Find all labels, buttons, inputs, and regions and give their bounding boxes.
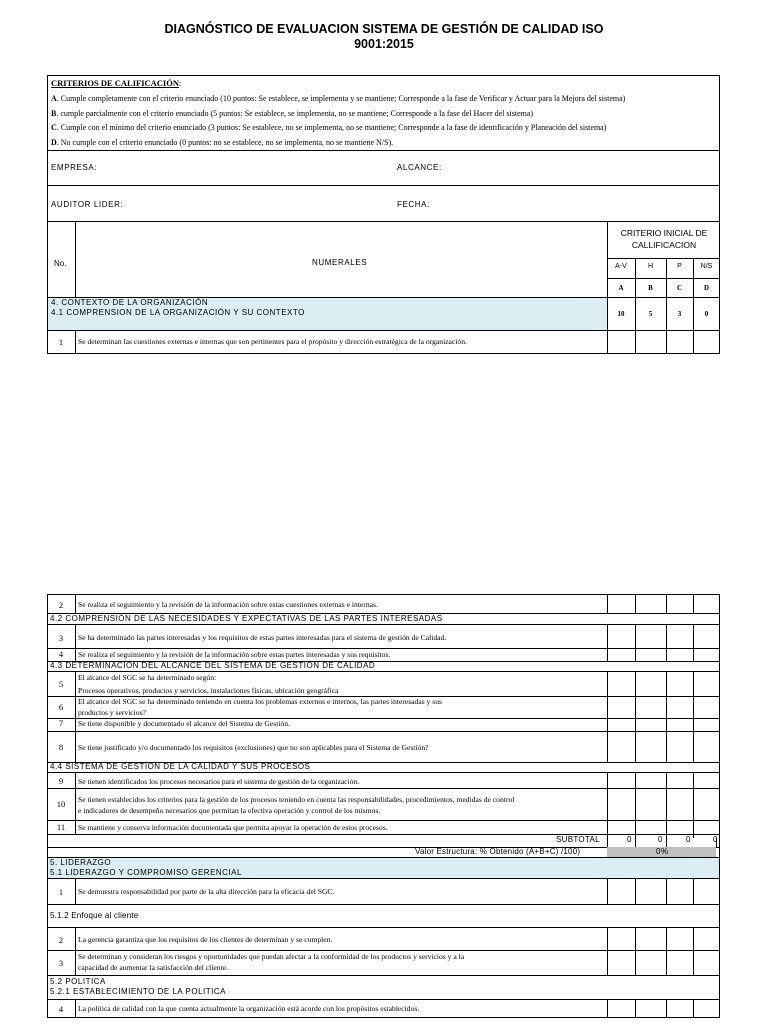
divider — [47, 731, 720, 732]
divider — [47, 927, 720, 928]
document-title — [0, 22, 768, 52]
title-line-2: 9001:2015 — [354, 37, 414, 51]
col-divider — [75, 594, 76, 613]
col-divider — [75, 772, 76, 834]
row-text: Se tiene justificado y/o documentado los requisitos (exclusiones) que no son aplicables para el Sistema de Gestión? — [78, 743, 429, 752]
row-text: Se demuestra responsabilidad por parte de la alta dirección para la eficacia del SGC. — [78, 887, 335, 896]
row-number: 4 — [58, 1004, 64, 1014]
col-divider — [607, 878, 608, 904]
row-text: Se determinan las cuestiones externas e internas que son pertinentes para el propósito y dirección estratégica de la organización. — [78, 337, 467, 346]
score-d: 0 — [704, 310, 709, 318]
divider — [47, 834, 720, 835]
divider — [47, 624, 720, 625]
divider — [47, 878, 720, 879]
col-letter-a: A — [618, 284, 624, 292]
row-text: e indicadores de desempeño necesarios que permitan la efectiva operación y control de los mismos. — [78, 806, 381, 815]
auditor-label: AUDITOR LIDER: — [51, 200, 124, 209]
col-divider — [666, 927, 667, 975]
col-no-header: No. — [54, 259, 67, 268]
col-divider — [666, 772, 667, 847]
col-numerales-header: NUMERALES — [312, 258, 368, 267]
col-criterio-header: CRITERIO INICIAL DE CALLIFICACION — [620, 228, 708, 250]
section-43-title: 4.3 DETERMINACIÓN DEL ALCANCE DEL SISTEMA DE GESTIÓN DE CALIDAD — [50, 661, 376, 670]
divider — [47, 221, 720, 222]
section-41-title: 4.1 COMPRENSION DE LA ORGANIZACIÓN Y SU CONTEXTO — [51, 308, 305, 317]
section-44-title: 4.4 SISTEMA DE GESTION DE LA CALIDAD Y SUS PROCESOS — [50, 762, 311, 771]
section-5-title: 5. LIDERAZGO — [50, 858, 112, 867]
col-letter-c: C — [676, 284, 683, 292]
col-divider — [635, 594, 636, 613]
col-divider — [693, 671, 694, 762]
col-divider — [666, 258, 667, 354]
subtotal-a: 0 — [627, 835, 632, 844]
subtotal-c: 0 — [686, 835, 691, 844]
section-521-title: 5.2.1 ESTABLECIMIENTO DE LA POLITICA — [50, 987, 226, 996]
col-divider — [607, 671, 608, 762]
valor-percent: 0% — [656, 847, 669, 856]
col-av: A-V — [615, 263, 627, 270]
row-number: 4 — [58, 649, 64, 659]
subtotal-label: SUBTOTAL — [556, 835, 600, 844]
score-b: 5 — [648, 310, 653, 318]
row-text: Se determinan y consideran los riesgos y oportunidades que puedan afectar a la conformidad de los productos y servicios y a la — [78, 952, 465, 961]
col-divider — [635, 878, 636, 904]
col-divider — [693, 772, 694, 838]
row-text: Se realiza el seguimiento y la revisión de la información sobre estas cuestiones externas e internas. — [78, 600, 378, 609]
divider — [47, 820, 720, 821]
col-divider — [75, 624, 76, 661]
col-divider — [666, 999, 667, 1018]
row-text: capacidad de aumentar la satisfacción del cliente. — [78, 963, 228, 972]
score-c: 3 — [677, 310, 682, 318]
subtotal-d: 0 — [713, 835, 718, 844]
row-text: productos y servicios? — [78, 708, 146, 717]
section-4-title: 4. CONTEXTO DE LA ORGANIZACIÓN — [51, 298, 209, 307]
row-number: 5 — [58, 679, 64, 689]
criteria-heading — [51, 78, 181, 88]
col-divider — [693, 624, 694, 661]
row-text: El alcance del SGC se ha determinado según: — [78, 673, 217, 682]
col-divider — [75, 221, 76, 354]
col-divider — [666, 878, 667, 904]
divider — [47, 950, 720, 951]
criteria-heading-suffix: : — [179, 78, 182, 88]
row-number: 2 — [58, 600, 64, 610]
row-number: 3 — [58, 633, 64, 643]
divider — [47, 999, 720, 1000]
col-divider — [75, 671, 76, 762]
row-number: 8 — [58, 742, 64, 752]
col-divider — [607, 999, 608, 1018]
divider — [47, 648, 720, 649]
col-divider — [666, 624, 667, 661]
alcance-label: ALCANCE: — [397, 163, 442, 172]
score-a: 10 — [617, 310, 625, 318]
subtotal-b: 0 — [658, 835, 663, 844]
col-divider — [693, 258, 694, 354]
divider — [607, 278, 720, 279]
col-divider — [75, 927, 76, 975]
col-divider — [693, 999, 694, 1018]
divider — [47, 772, 720, 773]
col-divider — [607, 624, 608, 661]
col-divider — [666, 594, 667, 613]
row-number: 6 — [58, 702, 64, 712]
col-ns: N/S — [700, 263, 713, 270]
divider — [607, 258, 720, 259]
row-text: La gerencia garantiza que los requisitos de los clientes de determinan y se cumplen. — [78, 935, 333, 944]
col-divider — [75, 878, 76, 904]
row-text: Se tiene disponible y documentado el alcance del Sistema de Gestión. — [78, 719, 290, 728]
col-p: P — [677, 263, 682, 270]
criteria-d-text: . No cumple con el criterio enunciado (0 puntos: no se establece, no se implementa, no se mantiene N/S). — [56, 138, 394, 147]
row-number: 9 — [58, 776, 64, 786]
col-divider — [635, 772, 636, 847]
row-number: 10 — [56, 799, 66, 809]
criteria-heading-text: CRITERIOS DE CALIFICACIÓN — [51, 78, 179, 88]
divider — [47, 330, 720, 331]
row-number: 7 — [58, 718, 64, 728]
row-number: 3 — [58, 958, 64, 968]
col-divider — [635, 624, 636, 661]
col-divider — [635, 671, 636, 762]
col-divider — [635, 927, 636, 975]
criteria-b — [51, 109, 533, 118]
col-divider — [75, 999, 76, 1018]
row-text: Procesos operativos, productos y servicios, instalaciones físicas, ubicación geográfica — [78, 686, 339, 695]
divider — [47, 788, 720, 789]
row-number: 11 — [56, 822, 66, 832]
row-text: Se realiza el seguimiento y la revisión de la información sobre estas partes interesadas y sus requisitos. — [78, 650, 391, 659]
criteria-c — [51, 123, 606, 132]
criteria-c-text: . Cumple con el mínimo del criterio enunciado (3 puntos: Se establece, no se implementa, no se mantiene; Corresponde a la fase de identificación y Planeación del sistema) — [56, 123, 607, 132]
criteria-a-letter: A — [51, 94, 57, 103]
section-52-title: 5.2 POLITICA — [50, 977, 106, 986]
divider — [47, 975, 720, 976]
col-divider — [607, 927, 608, 975]
valor-label: Valor Estructura: % Obtenido (A+B+C) /100) — [415, 847, 581, 856]
col-divider — [693, 927, 694, 975]
criteria-b-text: . cumple parcialmente con el criterio enunciado (5 puntos: Se establece, se implementa, no se mantiene; Corresponde a la fase del Hacer del sistema) — [56, 109, 534, 118]
row-text: El alcance del SGC se ha determinado teniendo en cuenta los problemas externos e internos, las partes interesadas y sus — [78, 697, 442, 706]
section-42-title: 4.2 COMPRENSIÓN DE LAS NECESIDADES Y EXPECTATIVAS DE LAS PARTES INTERESADAS — [50, 614, 443, 623]
criteria-a-text: . Cumple completamente con el criterio enunciado (10 puntos: Se establece, se implementa y se mantiene; Corresponde a la fase de Verificar y Actuar para la Mejora del sistema) — [56, 94, 626, 103]
col-divider — [607, 772, 608, 847]
criteria-a — [51, 94, 625, 103]
divider — [47, 904, 720, 905]
row-text: La política de calidad con la que cuenta actualmente la organización está acorde con los propósitos establecidos. — [78, 1004, 420, 1013]
criteria-d-letter: D — [51, 138, 57, 147]
divider — [47, 671, 720, 672]
divider — [47, 150, 720, 151]
row-number: 1 — [58, 887, 64, 897]
row-number: 2 — [58, 935, 64, 945]
title-line-1: DIAGNÓSTICO DE EVALUACION SISTEMA DE GESTIÓN DE CALIDAD ISO — [164, 22, 604, 36]
row-text: Se mantiene y conserva información documentada que permita apoyar la operación de estos procesos. — [78, 823, 388, 832]
row-text: Se ha determinado las partes interesadas y los requisitos de estas partes interesadas para el sistema de gestión de Calidad. — [78, 633, 447, 642]
row-text: Se tienen identificados los procesos necesarios para el sistema de gestión de la organización. — [78, 777, 360, 786]
row-text: Se tienen establecidos los criterios para la gestión de los procesos teniendo en cuenta las responsabilidades, procedimientos, medidas de control — [78, 795, 515, 804]
row-number: 1 — [58, 337, 64, 347]
col-letter-d: D — [703, 284, 710, 292]
col-divider — [666, 671, 667, 762]
col-h: H — [647, 263, 654, 270]
col-divider — [693, 594, 694, 613]
col-letter-b: B — [648, 284, 653, 292]
empresa-label: EMPRESA: — [51, 163, 98, 172]
fecha-label: FECHA: — [397, 200, 430, 209]
criteria-d — [51, 138, 393, 147]
criteria-c-letter: C — [51, 123, 57, 132]
col-divider — [635, 258, 636, 354]
section-512-title: 5.1.2 Enfoque al cliente — [50, 911, 139, 920]
col-divider — [607, 594, 608, 613]
criteria-b-letter: B — [51, 109, 57, 118]
col-divider — [693, 878, 694, 904]
col-divider — [635, 999, 636, 1018]
divider — [47, 185, 720, 186]
section-51-title: 5.1 LIDERAZGO Y COMPROMISO GERENCIAL — [50, 868, 242, 877]
